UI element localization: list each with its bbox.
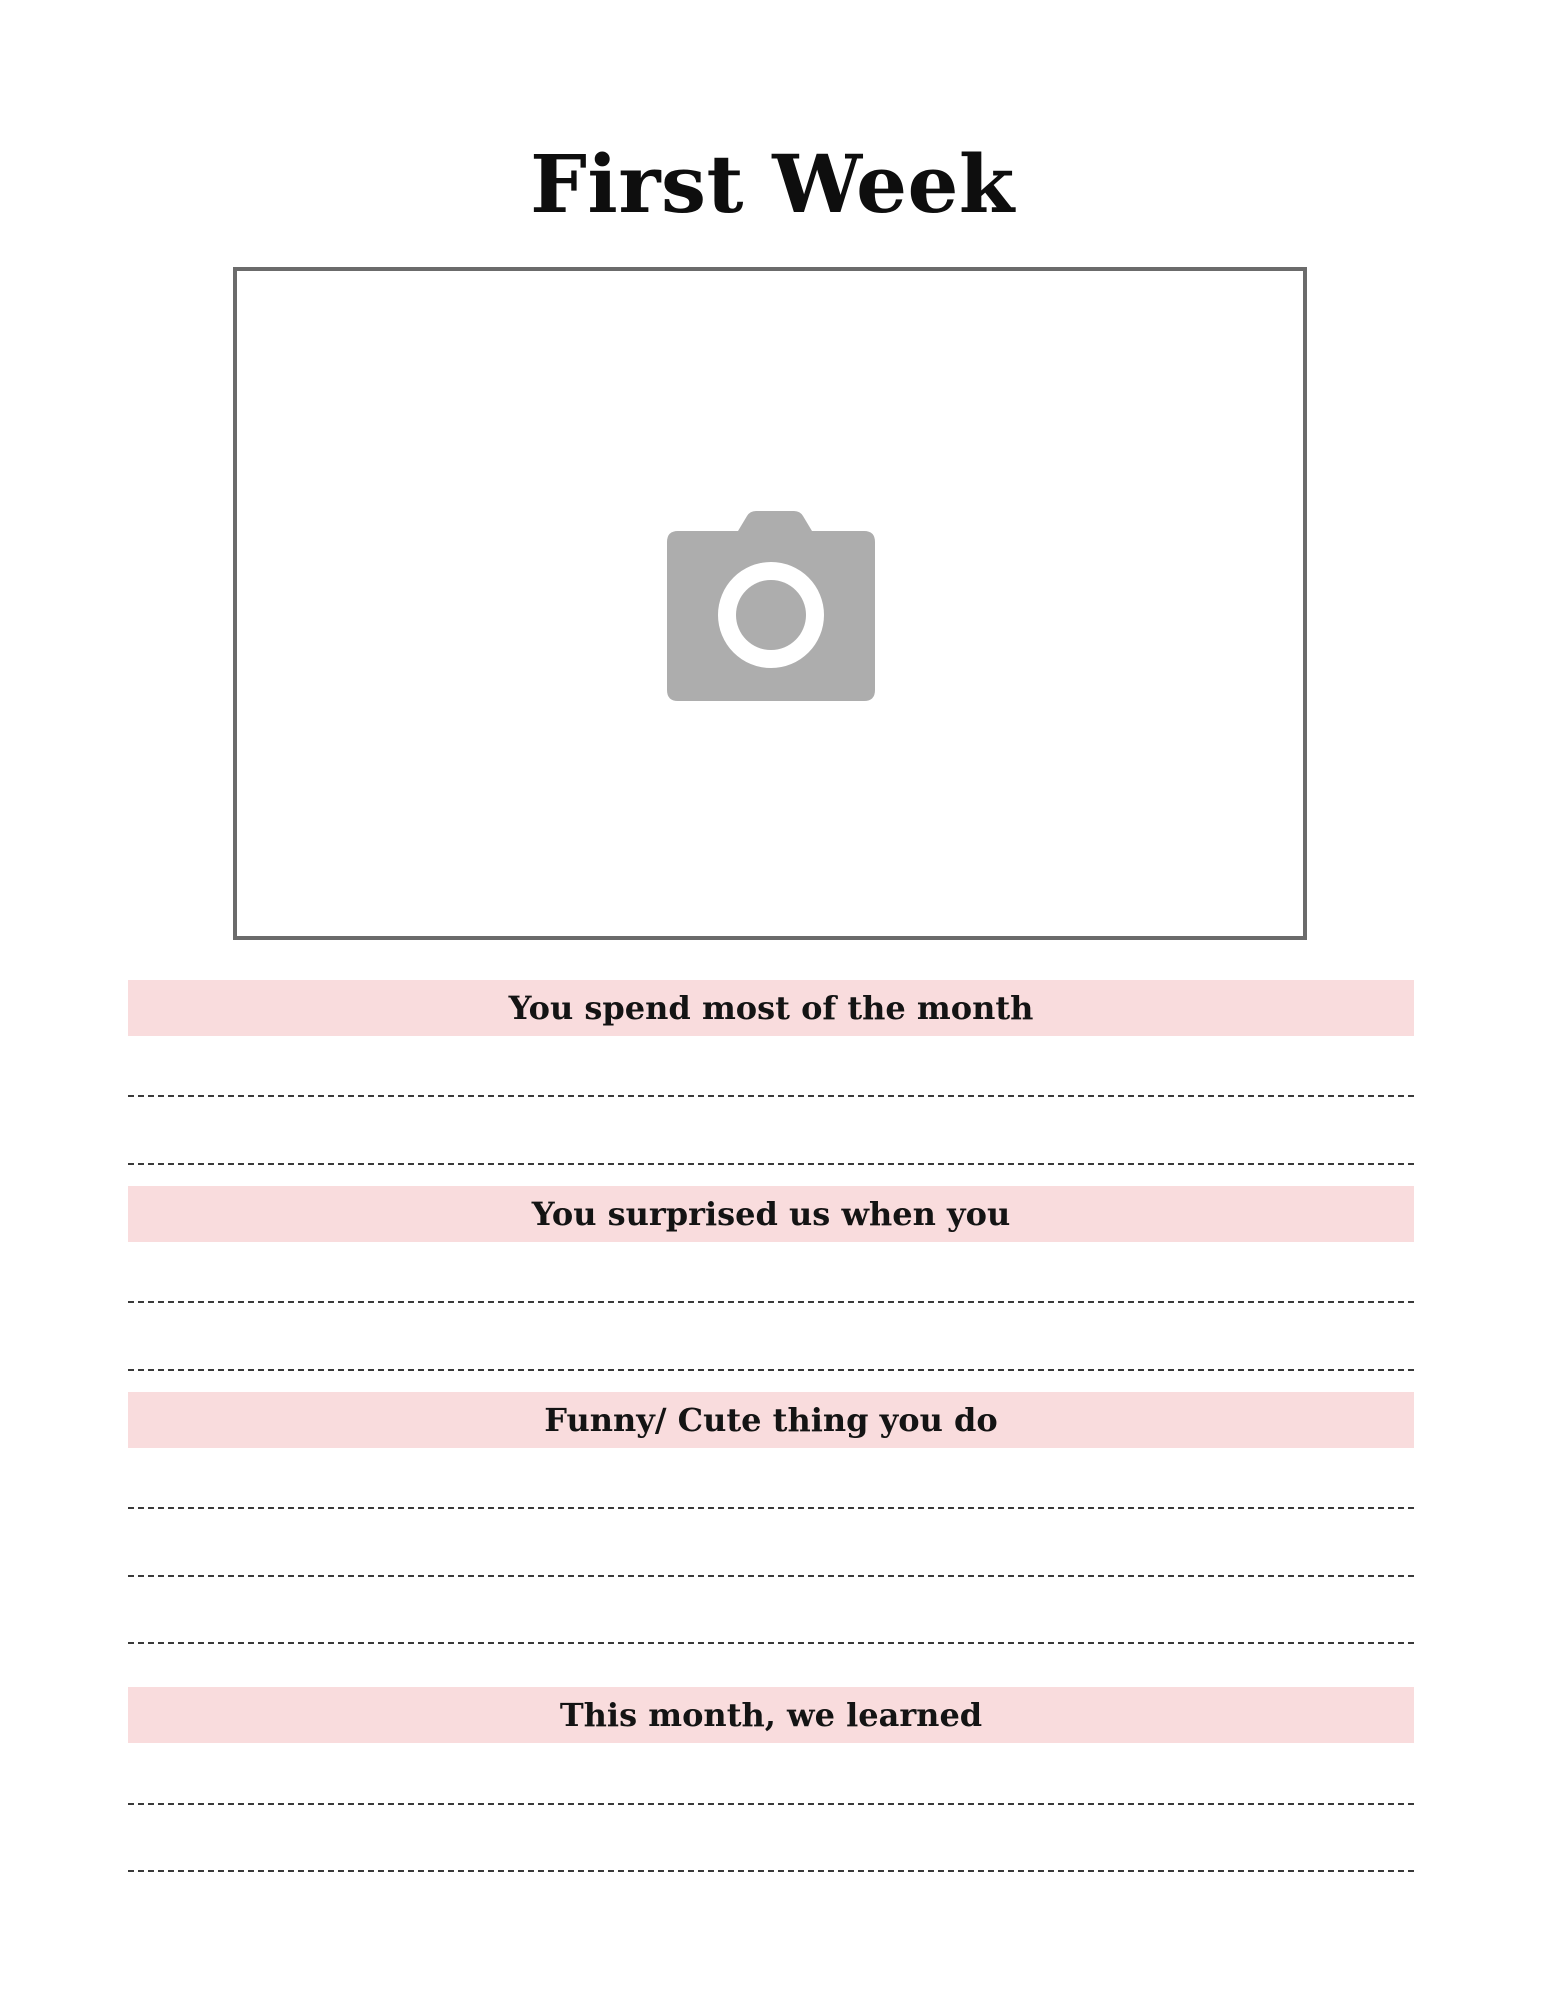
write-line[interactable] [128, 1642, 1414, 1644]
write-line[interactable] [128, 1095, 1414, 1097]
page-title: First Week [530, 137, 1015, 231]
write-line[interactable] [128, 1369, 1414, 1371]
write-line[interactable] [128, 1163, 1414, 1165]
section-heading-funny-cute: Funny/ Cute thing you do [128, 1392, 1414, 1448]
section-heading-spend-most: You spend most of the month [128, 980, 1414, 1036]
write-line[interactable] [128, 1507, 1414, 1509]
write-line[interactable] [128, 1301, 1414, 1303]
write-line[interactable] [128, 1870, 1414, 1872]
write-line[interactable] [128, 1575, 1414, 1577]
photo-frame[interactable] [233, 267, 1307, 940]
camera-icon [667, 511, 875, 701]
write-line[interactable] [128, 1803, 1414, 1805]
section-heading-we-learned: This month, we learned [128, 1687, 1414, 1743]
section-heading-surprised-us: You surprised us when you [128, 1186, 1414, 1242]
